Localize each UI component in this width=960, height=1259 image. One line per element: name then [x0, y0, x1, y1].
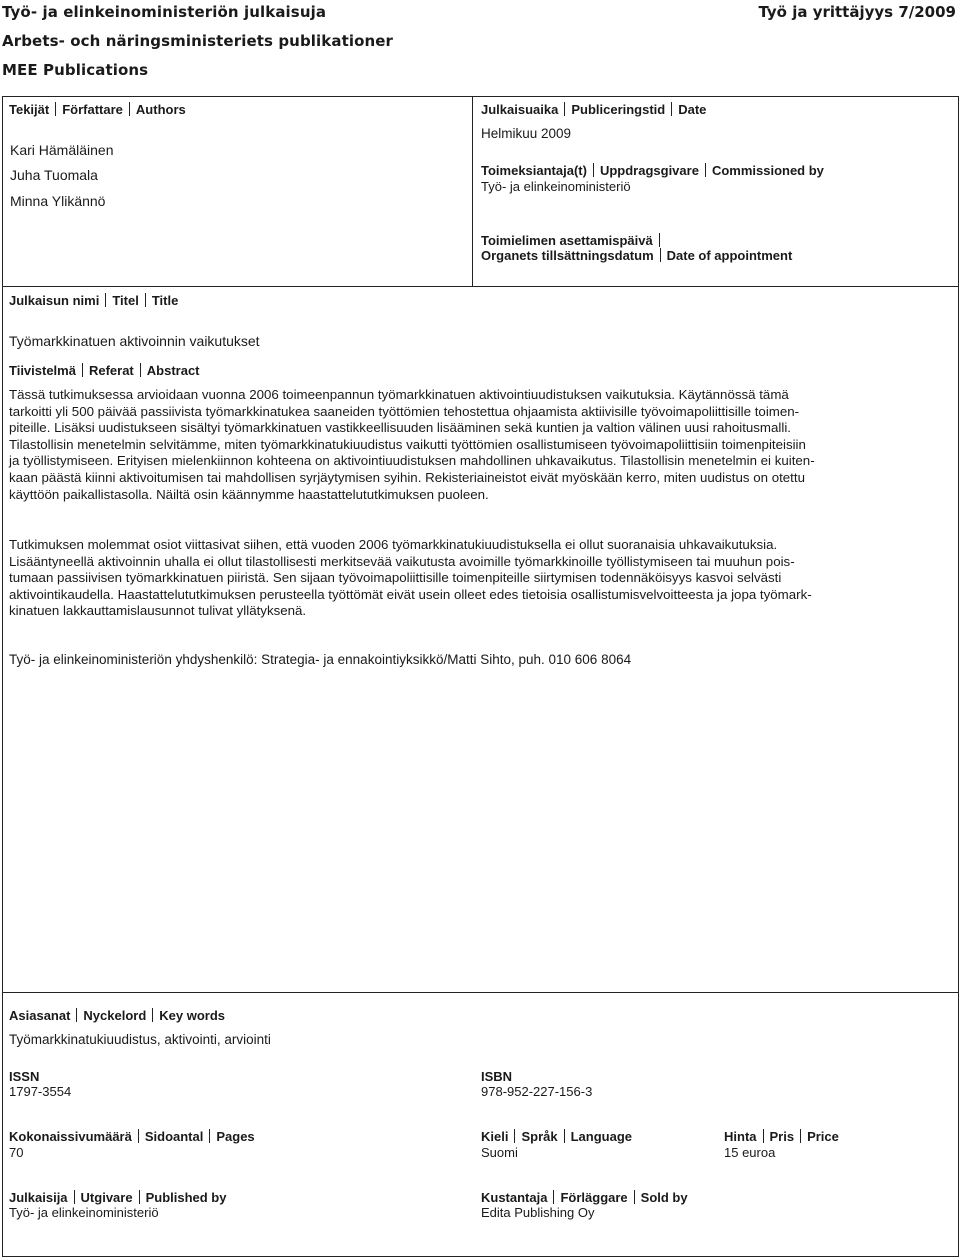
- publication-series-en: MEE Publications: [2, 61, 149, 79]
- publication-title: Työmarkkinatuen aktivoinnin vaikutukset: [9, 333, 260, 349]
- sold-by-label: Kustantaja Förläggare Sold by: [481, 1190, 688, 1205]
- publisher-label: Julkaisija Utgivare Published by: [9, 1190, 227, 1205]
- abstract-paragraph-1: Tässä tutkimuksessa arvioidaan vuonna 2006 toimeenpannun työmarkkinatuen aktivointiuudistuksen vaikutuksia. Käytännössä tämä tarkoitti yli 500 päivää passiivista työmarkkinatukea saaneiden työttömien tehostettua ohjaamista aktiivisille työvoimapoliittisille toimen- piteille. Lisäksi uudistukseen sisältyi työmarkkinatuen vastikkeellisuuden lisääminen sekä kuntien ja valtion välinen uusi rahoitusmalli. Tilastollisin menetelmin selvitämme, miten työmarkkinatukiuudistus vaikutti työttömien osallistumiseen työvoimapoliittisiin toimenpiteisiin ja työllistymiseen. Erityisen mielenkiinnon kohteena on aktivointiuudistuksen mahdollinen uhkavaikutus. Tilastollisin menetelmin ei kuiten- kaan päästä kiinni aktivoitumisen tai mahdollisen syrjäytymisen syihin. Rekisteriaineistot eivät myöskään kerro, miten uudistus on otettu käyttöön paikallistasolla. Näiltä osin käännymme haastattelututkimuksen puoleen.: [9, 387, 815, 502]
- language-value: Suomi: [481, 1145, 518, 1160]
- keywords-label: Asiasanat Nyckelord Key words: [9, 1008, 226, 1023]
- price-label: Hinta Pris Price: [724, 1129, 839, 1144]
- authors-label: Tekijät Författare Authors: [9, 102, 186, 117]
- publisher-value: Työ- ja elinkeinoministeriö: [9, 1205, 159, 1220]
- series-number: Työ ja yrittäjyys 7/2009: [758, 3, 956, 21]
- isbn-label: ISBN: [481, 1069, 513, 1084]
- abstract-paragraph-2: Tutkimuksen molemmat osiot viittasivat siihen, että vuoden 2006 työmarkkinatukiuudistuksella ei ollut suoranaisia uhkavaikutuksia. Lisääntyneellä aktivoinnin uhalla ei ollut tilastollisesti merkitsevää vaikutusta avoimille työmarkkinoille työllistymiseen tai muuhun pois- tumaan passiivisen työmarkkinatuen piiristä. Sen sijaan työvoimapoliittisille toimenpiteille siirtymisen todennäköisyys kasvoi selvästi aktivointikaudella. Haastattelututkimuksen perusteella työttömät eivät usein olleet edes tietoisia osallistumisvelvoitteesta ja jopa työmark- kinatuen lakkauttamislausunnot tulivat yllätyksenä.: [9, 537, 812, 619]
- pages-value: 70: [9, 1145, 24, 1160]
- publication-date: Helmikuu 2009: [481, 126, 572, 141]
- title-label: Julkaisun nimi Titel Title: [9, 293, 179, 308]
- publication-series-fi: Työ- ja elinkeinoministeriön julkaisuja: [2, 3, 327, 21]
- publication-series-sv: Arbets- och näringsministeriets publikationer: [2, 32, 394, 50]
- abstract-label: Tiivistelmä Referat Abstract: [9, 363, 200, 378]
- author-name: Juha Tuomala: [10, 167, 98, 183]
- price-value: 15 euroa: [724, 1145, 776, 1160]
- commissioned-label: Toimeksiantaja(t) Uppdragsgivare Commissioned by: [481, 163, 824, 178]
- issn-value: 1797-3554: [9, 1084, 72, 1099]
- issn-label: ISSN: [9, 1069, 40, 1084]
- author-name: Kari Hämäläinen: [10, 142, 114, 158]
- metadata-divider: [472, 96, 473, 286]
- contact-person: Työ- ja elinkeinoministeriön yhdyshenkilö: Strategia- ja ennakointiyksikkö/Matti Sihto, puh. 010 606 8064: [9, 652, 632, 667]
- sold-by-value: Edita Publishing Oy: [481, 1205, 595, 1220]
- appointment-label-line1: Toimielimen asettamispäivä: [481, 233, 666, 248]
- author-name: Minna Ylikännö: [10, 193, 106, 209]
- isbn-value: 978-952-227-156-3: [481, 1084, 593, 1099]
- language-label: Kieli Språk Language: [481, 1129, 633, 1144]
- appointment-label-line2: Organets tillsättningsdatum Date of appointment: [481, 248, 793, 263]
- date-label: Julkaisuaika Publiceringstid Date: [481, 102, 707, 117]
- pages-label: Kokonaissivumäärä Sidoantal Pages: [9, 1129, 255, 1144]
- keywords-value: Työmarkkinatukiuudistus, aktivointi, arviointi: [9, 1032, 271, 1047]
- commissioned-by: Työ- ja elinkeinoministeriö: [481, 179, 631, 194]
